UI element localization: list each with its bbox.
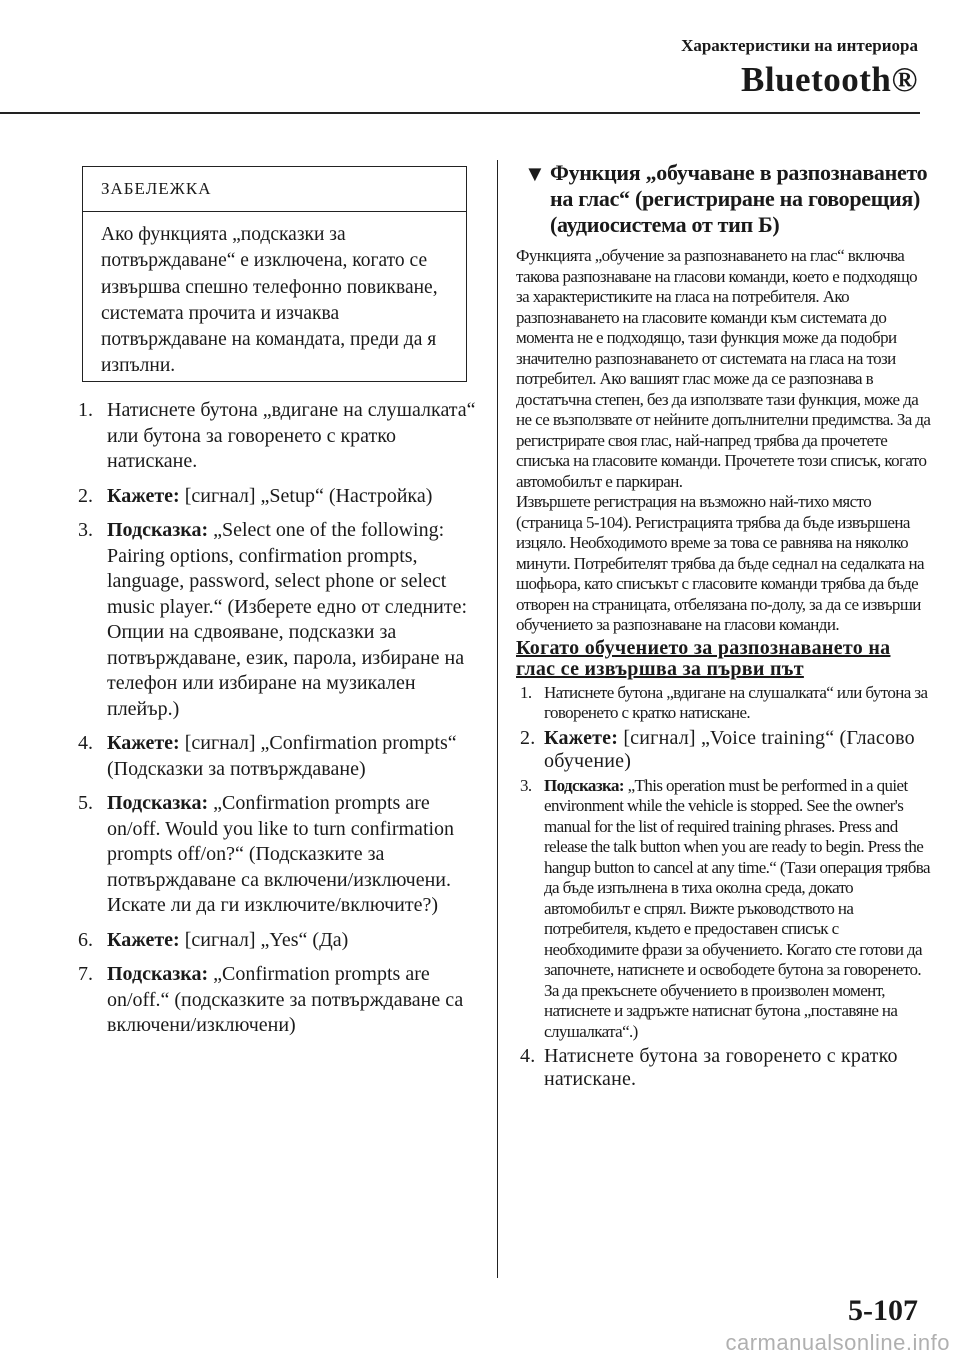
list-item	[78, 928, 478, 954]
step-number: 2.	[78, 484, 93, 507]
step-number: 2.	[520, 726, 536, 749]
step-number: 6.	[78, 928, 93, 951]
step-text: [сигнал] „Yes“ (Да)	[179, 928, 349, 951]
list-item	[78, 484, 478, 510]
section-heading	[516, 160, 932, 238]
section-paragraph-2: Извършете регистрация на възможно най-тихо място (страница 5-104). Регистрацията трябва да бъде извършена изцяло. Необходимото време за това се равнява на няколко минути. Потребителят трябва да бъде седнал на седалката на шофьора, като списъкът с гласовите команди трябва да бъде отворен на страницата, отбелязана по-долу, за да се извърши обучението за разпознаване на гласови команди.	[516, 492, 924, 634]
step-number: 1.	[78, 399, 93, 421]
section-heading-text: Функция „обучаване в разпознаването на глас“ (регистриране на говорещия) (аудиосистема от тип Б)	[550, 160, 928, 237]
step-number: 7.	[78, 963, 93, 985]
step-text: Натиснете бутона за говоренето с кратко натискане.	[544, 1045, 898, 1090]
step-number: 3.	[520, 775, 532, 795]
page-number: 5-107	[848, 1294, 918, 1327]
list-item	[516, 776, 932, 1043]
step-number: 4.	[520, 1045, 536, 1067]
step-text: „Select one of the following: Pairing options, confirmation prompts, language, password, select phone or select music player.“ (Изберете едно от следните: Опции на сдвояване, подсказки за потвърждаване, език, парола, избиране на телефон или избиране на музикален плейър.)	[107, 519, 467, 720]
step-text: [сигнал] „Confirmation prompts“ (Подсказки за потвърждаване)	[107, 732, 457, 780]
step-text: „Confirmation prompts are on/off. Would you like to turn confirmation prompts off/on?“ (Подсказките за потвърждаване са включени/изключени. Искате ли да ги изключите/включите?)	[107, 792, 455, 916]
step-text: „This operation must be performed in a quiet environment while the vehicle is stopped. See the owner's manual for the list of required training phrases. Press and release the talk button when you are ready to begin. Press the hangup button to cancel at any time.“ (Тази операция трябва да бъде изпълнена в тиха околна среда, докато автомобилът е спрял. Вижте ръководството на потребителя, където е предоставен списък с необходимите фрази за обучението. Когато сте готови да започнете, натиснете и освободете бутона за говоренето. За да прекъснете обучението в произволен момент, натиснете и задръжте натиснат бутона „поставяне на слушалката“.)	[544, 775, 930, 1041]
step-number: 4.	[78, 732, 93, 754]
note-title: ЗАБЕЛЕЖКА	[83, 167, 466, 212]
step-label: Кажете:	[107, 484, 180, 507]
step-text: „Confirmation prompts are on/off.“ (подсказките за потвърждаване са включени/изключени)	[107, 963, 464, 1036]
note-box	[82, 166, 467, 382]
section-header: Характеристики на интериора	[681, 36, 918, 55]
step-label: Подсказка:	[544, 775, 624, 795]
step-label: Кажете:	[107, 732, 180, 754]
section-paragraph: Функцията „обучение за разпознаването на глас“ включва такова разпознаване на гласови команди, което е подходящо за характеристиките на гласа на потребителя. Ако разпознаването на гласовите команди към системата до момента не е подходящо, тази функция може да подобри значително разпознаването от системата на гласа на този потребител. Ако вашият глас може да се разпознава в достатъчна степен, без да използвате тази функция, може да не се възползвате от нейните допълнителни предимства. За да регистрирате своя глас, най-напред трябва да прочетете списъка на гласовите команди. Прочетете този списък, когато автомобилът е паркиран.	[516, 246, 931, 491]
step-text: [сигнал] „Setup“ (Настройка)	[179, 484, 433, 507]
page-title: Bluetooth®	[741, 60, 918, 99]
triangle-marker-icon: ▼	[524, 161, 546, 186]
list-item	[78, 731, 478, 782]
header-divider	[0, 112, 920, 114]
step-label: Подсказка:	[107, 792, 209, 814]
step-label: Подсказка:	[107, 519, 209, 541]
column-divider	[497, 160, 498, 1278]
list-item	[78, 962, 478, 1039]
list-item	[516, 683, 932, 724]
step-label: Кажете:	[107, 928, 180, 951]
left-steps-list	[78, 398, 478, 1048]
step-number: 5.	[78, 792, 93, 814]
list-item	[516, 727, 932, 773]
list-item	[78, 398, 478, 475]
step-number: 3.	[78, 519, 93, 541]
step-number: 1.	[520, 682, 532, 702]
step-text: [сигнал] „Voice training“ (Гласово обучение)	[544, 726, 915, 772]
watermark: carmanualsonline.info	[725, 1330, 950, 1355]
right-steps-list	[516, 683, 932, 1092]
step-label: Кажете:	[544, 726, 619, 749]
step-label: Подсказка:	[107, 963, 209, 985]
right-column	[516, 160, 932, 1094]
step-text: Натиснете бутона „вдигане на слушалката“ или бутона за говоренето с кратко натискане.	[544, 682, 928, 722]
note-text: Ако функцията „подсказки за потвърждаване“ е изключена, когато се извършва спешно телефонно повикване, системата прочита и изчаква потвърждаване на командата, преди да я изпълни.	[101, 224, 438, 377]
list-item	[78, 791, 478, 919]
list-item	[516, 1045, 932, 1091]
subheading: Когато обучението за разпознаването на глас се извършва за първи път	[516, 636, 891, 680]
step-text: Натиснете бутона „вдигане на слушалката“ или бутона за говоренето с кратко натискане.	[107, 399, 476, 472]
list-item	[78, 518, 478, 722]
